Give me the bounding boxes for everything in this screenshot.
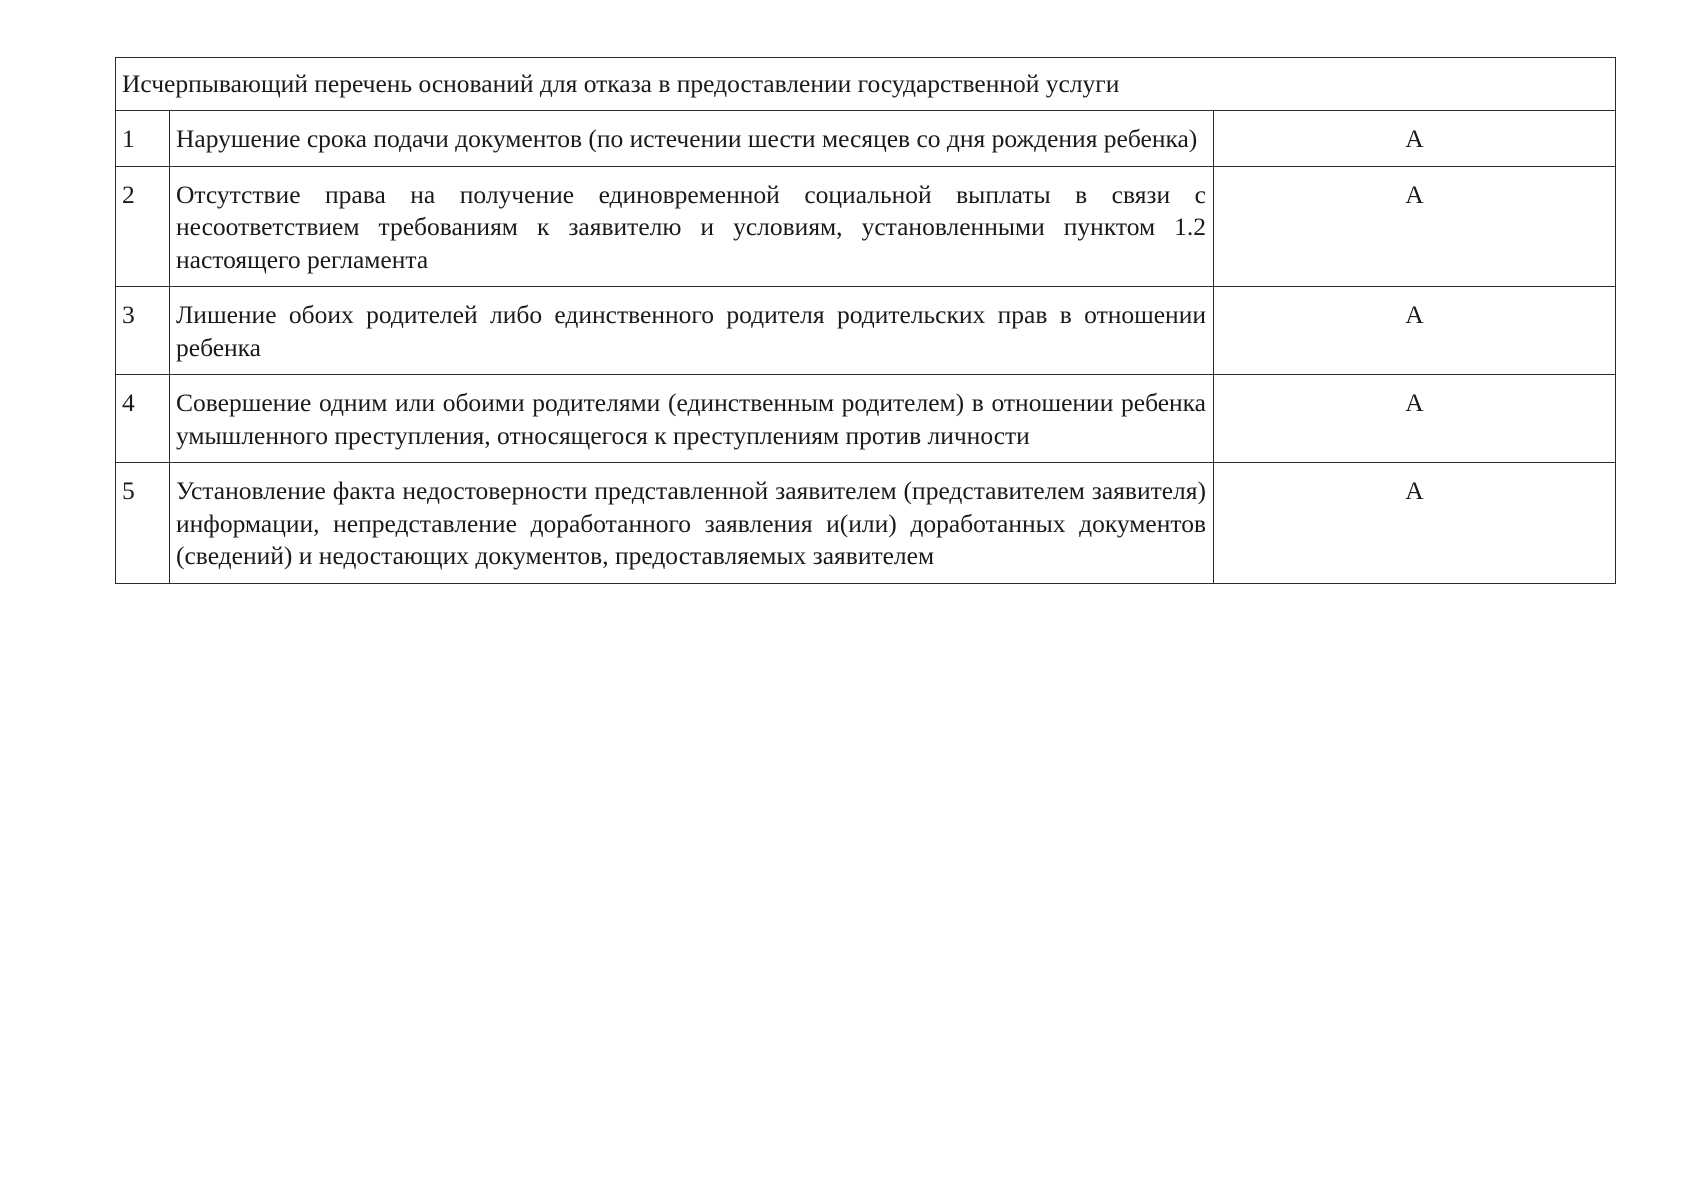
row-number: 5 [116, 463, 170, 584]
row-text: Нарушение срока подачи документов (по истечении шести месяцев со дня рождения ребенка) [170, 111, 1214, 167]
table-row [116, 166, 1616, 287]
refusal-grounds-table [115, 57, 1616, 584]
row-code: А [1214, 463, 1616, 584]
row-number: 4 [116, 375, 170, 463]
row-code: А [1214, 375, 1616, 463]
table-row [116, 287, 1616, 375]
row-text: Отсутствие права на получение единовременной социальной выплаты в связи с несоответствием требованиям к заявителю и условиям, установленными пунктом 1.2 настоящего регламента [170, 166, 1214, 287]
row-text: Совершение одним или обоими родителями (единственным родителем) в отношении ребенка умышленного преступления, относящегося к преступлениям против личности [170, 375, 1214, 463]
table-header-cell: Исчерпывающий перечень оснований для отказа в предоставлении государственной услуги [116, 58, 1616, 111]
row-number: 3 [116, 287, 170, 375]
row-text: Установление факта недостоверности представленной заявителем (представителем заявителя) информации, непредставление доработанного заявления и(или) доработанных документов (сведений) и недостающих документов, предоставляемых заявителем [170, 463, 1214, 584]
table-row [116, 375, 1616, 463]
row-number: 2 [116, 166, 170, 287]
row-number: 1 [116, 111, 170, 167]
table-row [116, 463, 1616, 584]
table-header-row [116, 58, 1616, 111]
row-code: А [1214, 287, 1616, 375]
table-row [116, 111, 1616, 167]
row-text: Лишение обоих родителей либо единственного родителя родительских прав в отношении ребенка [170, 287, 1214, 375]
row-code: А [1214, 111, 1616, 167]
row-code: А [1214, 166, 1616, 287]
